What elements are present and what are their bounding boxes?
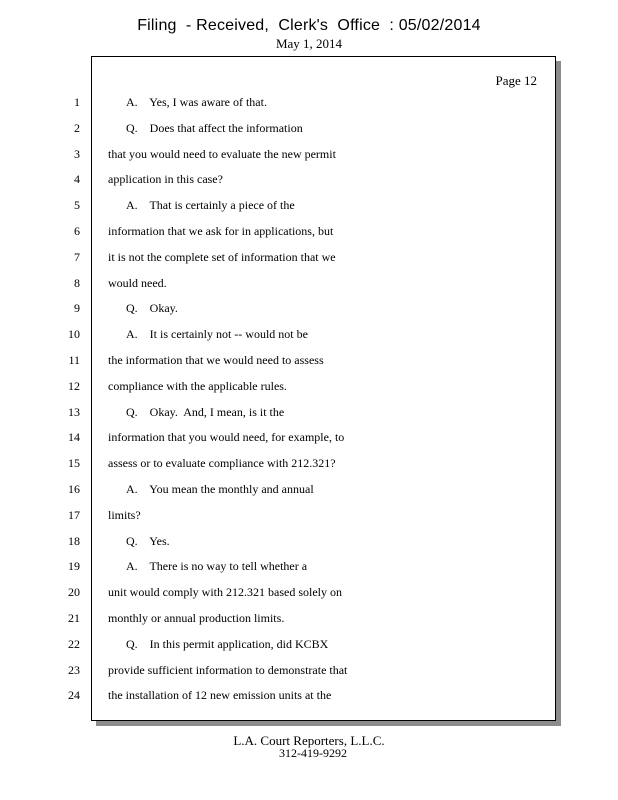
transcript-line-text: would need. (108, 276, 167, 290)
footer-company: L.A. Court Reporters, L.L.C. (233, 733, 385, 748)
line-number: 10 (68, 327, 80, 341)
transcript-line-text: A. Yes, I was aware of that. (126, 95, 267, 109)
transcript-line-text: Q. Okay. (126, 301, 178, 315)
transcript-line-text: compliance with the applicable rules. (108, 379, 287, 393)
transcript-line-text: Q. Okay. And, I mean, is it the (126, 405, 285, 419)
transcript-line-text: application in this case? (108, 172, 223, 186)
line-number: 12 (68, 379, 80, 393)
line-number: 21 (68, 611, 80, 625)
transcript-line-text: assess or to evaluate compliance with 212.321? (108, 456, 336, 470)
filing-stamp-header: Filing - Received, Clerk's Office : 05/02/2014 (137, 17, 481, 34)
transcript-line-text: unit would comply with 212.321 based solely on (108, 585, 342, 599)
line-number: 17 (68, 508, 80, 522)
transcript-line-text: A. There is no way to tell whether a (126, 559, 308, 573)
line-number: 23 (68, 663, 80, 677)
line-number: 3 (74, 147, 80, 161)
transcript-line-text: A. That is certainly a piece of the (126, 198, 295, 212)
transcript-line-text: information that you would need, for example, to (108, 430, 345, 444)
line-number: 24 (68, 688, 80, 702)
transcript-line-text: information that we ask for in applications, but (108, 224, 334, 238)
transcript-line-text: provide sufficient information to demonstrate that (108, 663, 348, 677)
transcript-line-text: the information that we would need to assess (108, 353, 324, 367)
line-number: 7 (74, 250, 80, 264)
line-number: 5 (74, 198, 80, 212)
line-number: 9 (74, 301, 80, 315)
line-number: 16 (68, 482, 80, 496)
line-number: 20 (68, 585, 80, 599)
transcript-line-text: limits? (108, 508, 141, 522)
transcript-line-text: A. It is certainly not -- would not be (126, 327, 308, 341)
line-number: 4 (74, 172, 80, 186)
transcript-line-text: the installation of 12 new emission units at the (108, 688, 332, 702)
line-number: 8 (74, 276, 80, 290)
line-number: 2 (74, 121, 80, 135)
transcript-line-text: that you would need to evaluate the new permit (108, 147, 336, 161)
line-number: 13 (68, 405, 80, 419)
line-number: 6 (74, 224, 80, 238)
transcript-line-text: Q. Does that affect the information (126, 121, 303, 135)
footer-phone: 312-419-9292 (279, 746, 347, 760)
page-number: Page 12 (495, 73, 537, 88)
line-number: 18 (68, 534, 80, 548)
transcript-line-text: it is not the complete set of information that we (108, 250, 336, 264)
transcript-line-text: Q. Yes. (126, 534, 170, 548)
transcript-line-text: monthly or annual production limits. (108, 611, 285, 625)
line-number: 1 (74, 95, 80, 109)
transcript-date: May 1, 2014 (275, 36, 343, 51)
line-number: 19 (68, 559, 80, 573)
transcript-line-text: Q. In this permit application, did KCBX (126, 637, 329, 651)
line-number: 22 (68, 637, 80, 651)
line-number: 15 (68, 456, 80, 470)
line-number: 14 (68, 430, 80, 444)
line-number: 11 (68, 353, 80, 367)
transcript-line-text: A. You mean the monthly and annual (126, 482, 314, 496)
